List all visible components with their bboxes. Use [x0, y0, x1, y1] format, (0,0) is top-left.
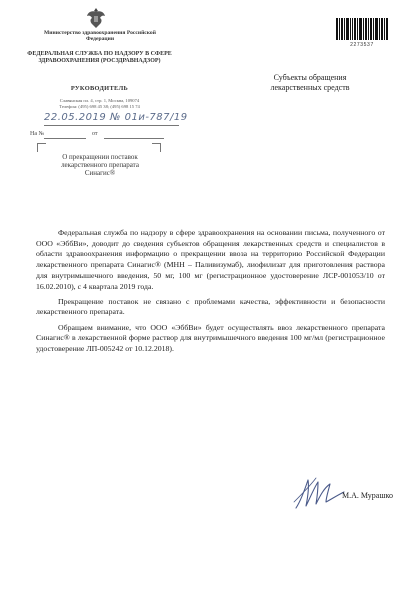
subject-line: О прекращении поставок [62, 153, 138, 161]
barcode [336, 18, 388, 40]
ref-no-line [44, 138, 86, 139]
signer-name: М.А. Мурашко [342, 491, 393, 500]
registration-underline [44, 125, 179, 126]
subject-line: Синагис® [84, 169, 116, 177]
phone-line: Телефон: (495) 698 45 38; (495) 698 15 74 [59, 103, 140, 109]
recipient-block [240, 73, 380, 93]
subject-bracket-right [152, 143, 161, 152]
handwritten-signature [290, 472, 346, 512]
registration-row [44, 112, 194, 128]
letter-body [36, 228, 385, 359]
body-paragraph: Федеральная служба по надзору в сфере здравоохранения на основании письма, полученного от ООО «ЭббВи», доводит до сведения субъектов обращения лекарственных средств и специалистов в области здравоохранения информацию о прекращении ввоза на территорию Российской Федерации лекарственного препарата Синагис® (МНН – Паливизумаб), лиофилизат для приготовления раствора для внутримышечного введения, 50 мг, 100 мг (регистрационное удостоверение ЛСР-001053/10 от 16.02.2010), с 4 квартала 2019 года. [36, 228, 385, 291]
ref-no-label: На № [30, 131, 45, 137]
ref-from-line [104, 138, 164, 139]
subject-line: лекарственного препарата [61, 161, 139, 169]
head-title: РУКОВОДИТЕЛЬ [70, 85, 129, 92]
subject-block [40, 153, 160, 177]
number-value: 01и-787/19 [124, 112, 188, 123]
address-line: Славянская пл. 4, стр. 1, Москва, 109074 [59, 98, 140, 103]
subject-bracket-left [37, 143, 46, 152]
ref-from-label: от [92, 131, 98, 137]
recipient-line: Субъекты обращения [273, 73, 347, 82]
address-block [22, 98, 177, 109]
coat-of-arms-icon [84, 6, 108, 30]
registration-date: 22.05.2019 [44, 112, 107, 123]
registration-number [110, 112, 188, 123]
ministry-name: Министерство здравоохранения Российской Федерации [44, 30, 156, 43]
number-sign: № [110, 112, 121, 123]
body-paragraph: Прекращение поставок не связано с проблемами качества, эффективности и безопасности лекарственного препарата. [36, 296, 385, 317]
barcode-number: 2273537 [350, 42, 374, 48]
body-paragraph: Обращаем внимание, что ООО «ЭббВи» будет осуществлять ввоз лекарственного препарата Синагис® в лекарственной форме раствор для внутримышечного введения 100 мг/мл (регистрационное удостоверение ЛП-005242 от 10.12.2018). [36, 322, 385, 354]
service-name: ФЕДЕРАЛЬНАЯ СЛУЖБА ПО НАДЗОРУ В СФЕРЕ ЗДРАВООХРАНЕНИЯ (РОСЗДРАВНАДЗОР) [27, 51, 172, 64]
recipient-line: лекарственных средств [270, 83, 350, 92]
reference-row [30, 131, 170, 141]
